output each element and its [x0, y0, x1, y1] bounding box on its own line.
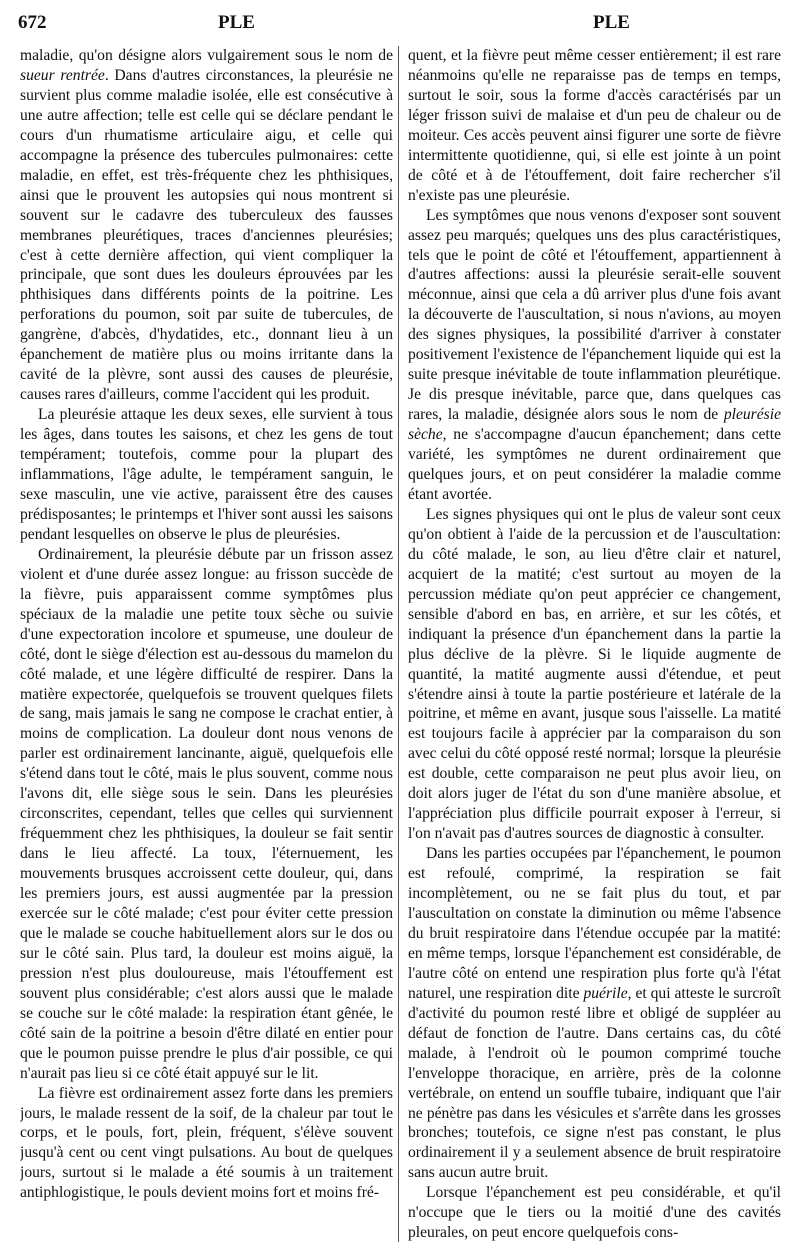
- page-header: [18, 12, 782, 38]
- paragraph: Lorsque l'épanchement est peu considérable, et qu'il n'occupe que le tiers ou la moitié d'une des cavités pleurales, on peut encore quelquefois cons-: [408, 1184, 781, 1242]
- running-head-left: PLE: [218, 12, 255, 33]
- paragraph: La pleurésie attaque les deux sexes, elle survient à tous les âges, dans toutes les saisons, et chez les gens de tout tempérament; toutefois, comme pour la plupart des inflammations, l'âge adulte, le tempérament sanguin, le sexe masculin, une vie active, paraissent être des causes prédisposantes; le printemps et l'hiver sont aussi les saisons pendant lesquelles on observe le plus de pleurésies.: [20, 406, 393, 543]
- column-divider: [398, 46, 399, 1242]
- page-number: 672: [18, 12, 47, 33]
- paragraph: quent, et la fièvre peut même cesser entièrement; il est rare néanmoins qu'elle ne reparaisse pas de temps en temps, surtout le soir, sous la forme d'accès caractérisés par un léger frisson suivi de malaise et d'un peu de chaleur ou de moiteur. Ces accès peuvent ainsi figurer une sorte de fièvre intermittente quotidienne, qui, si elle est jointe à un point de côté et à de l'étouffement, doit faire rechercher s'il n'existe pas une pleurésie.: [408, 47, 781, 204]
- paragraph: Les symptômes que nous venons d'exposer sont souvent assez peu marqués; quelques uns des plus caractéristiques, tels que le point de côté et l'étouffement, appartiennent à d'autres affections: aussi la pleurésie serait-elle souvent méconnue, ainsi que cela a dû arriver plus d'une fois avant la découverte de l'auscultation, si nous n'avions, au moyen des signes physiques, la possibilité d'arriver à constater positivement l'existence de l'épanchement liquide qui est la suite presque inévitable de toute inflammation pleurétique. Je dis presque inévitable, parce que, dans quelques cas rares, la maladie, désignée alors sous le nom de pleurésie sèche, ne s'accompagne d'aucun épanchement; dans cette variété, les symptômes ne durent ordinairement que quelques jours, et on peut considérer la maladie comme étant avortée.: [408, 206, 781, 503]
- left-column: [20, 46, 393, 1242]
- paragraph: La fièvre est ordinairement assez forte dans les premiers jours, le malade ressent de la soif, de la chaleur par tout le corps, et le pouls, fort, plein, fréquent, s'élève souvent jusqu'à cent ou cent vingt pulsations. Au bout de quelques jours, surtout si le malade a été soumis à un traitement antiphlogistique, le pouls devient moins fort et moins fré-: [20, 1084, 393, 1202]
- emphasis: pleurésie sèche: [408, 406, 781, 444]
- paragraph: Ordinairement, la pleurésie débute par un frisson assez violent et d'une durée assez longue: au frisson succède de la fièvre, puis apparaissent comme symptômes plus spéciaux de la maladie une petite toux sèche ou suivie d'une expectoration incolore et spumeuse, une douleur de côté, dont le siège d'élection est au-dessous du mamelon du côté malade, et une légère difficulté de respirer. Dans la matière expectorée, quelquefois se trouvent quelques filets de sang, mais jamais le sang ne compose le crachat entier, à moins de complication. La douleur dont nous venons de parler est ordinairement lancinante, aiguë, quelquefois elle s'étend dans tout le côté, mais le plus souvent, comme nous l'avons dit, elle siège sous le sein. Dans les pleurésies circonscrites, cependant, telles que celles qui surviennent fréquemment chez les phthisiques, la douleur se fait sentir dans le lieu affecté. La toux, l'éternuement, les mouvements brusques accroissent cette douleur, qui, dans les premiers jours, est aussi augmentée par la pression exercée sur le côté malade; c'est pour éviter cette pression que le malade se couche habituellement alors sur le dos ou sur le côté sain. Plus tard, la douleur est moins aiguë, la pression n'est plus douloureuse, mais l'étouffement est souvent plus considérable; c'est alors aussi que le malade se couche sur le côté malade: la respiration étant gênée, le côté sain de la poitrine a besoin d'être dilaté en entier pour que le poumon puisse prendre le plus d'air possible, ce qui n'aurait pas lieu si ce côté était appuyé sur le lit.: [20, 545, 393, 1082]
- running-head-right: PLE: [593, 12, 630, 33]
- emphasis: puérile: [583, 984, 628, 1002]
- emphasis: sueur rentrée: [20, 66, 105, 84]
- right-column: [408, 46, 781, 1242]
- paragraph: Les signes physiques qui ont le plus de valeur sont ceux qu'on obtient à l'aide de la percussion et de l'auscultation: du côté malade, le son, au lieu d'être clair et naturel, acquiert de la matité; c'est surtout au moyen de la percussion médiate qu'on peut apprécier ce changement, sensible d'abord en bas, en arrière, et sur les côtés, et indiquant la présence d'un épanchement dans la partie la plus déclive de la plèvre. Si le liquide augmente de quantité, la matité augmente aussi d'étendue, et peut s'étendre ainsi à toute la partie postérieure et latérale de la poitrine, et même en avant, jusque sous l'aisselle. La matité est toujours facile à apprécier par la comparaison du son avec celui du côté opposé resté normal; lorsque la pleurésie est double, cette comparaison ne peut plus avoir lieu, on doit alors juger de l'état du son d'une manière absolue, et l'appréciation plus difficile pourrait exposer à l'erreur, si l'on n'avait pas d'autres sources de diagnostic à consulter.: [408, 505, 781, 843]
- paragraph: Dans les parties occupées par l'épanchement, le poumon est refoulé, comprimé, la respiration se fait incomplètement, ou ne se fait plus du tout, et par l'auscultation on constate la diminution ou même l'absence du bruit respiratoire dans l'étendue occupée par la matité: en même temps, lorsque l'épanchement est considérable, de l'autre côté on entend une respiration plus forte qu'à l'état naturel, une respiration dite puérile, et qui atteste le surcroît d'activité du poumon resté libre et obligé de suppléer au défaut de fonction de l'autre. Dans certains cas, du côté malade, à l'endroit où le poumon comprimé touche l'enveloppe thoracique, en arrière, près de la colonne vertébrale, on entend un souffle tubaire, indiquant que l'air ne pénètre pas dans les vésicules et s'arrête dans les grosses bronches; toutefois, ce signe n'est pas constant, le plus ordinairement il y a seulement absence de bruit respiratoire sans aucun autre bruit.: [408, 845, 781, 1182]
- paragraph: maladie, qu'on désigne alors vulgairement sous le nom de sueur rentrée. Dans d'autres circonstances, la pleurésie ne survient plus comme maladie isolée, elle est consécutive à une autre affection; telle est celle qui se déclare pendant le cours d'un rhumatisme articulaire aigu, et celle qui accompagne la présence des tubercules pulmonaires: cette maladie, en effet, est très-fréquente chez les phthisiques, ainsi que le prouvent les autopsies qui nous montrent si souvent sur le cadavre des tuberculeux des fausses membranes pleurétiques, traces d'anciennes pleurésies; c'est à cette dernière affection, qui vient compliquer la principale, que sont dues les douleurs éprouvées par les phthisiques dans différents points de la poitrine. Les perforations du poumon, soit par suite de tubercules, de gangrène, d'abcès, d'hydatides, etc., donnant lieu à un épanchement de matière plus ou moins irritante dans la cavité de la plèvre, sont aussi des causes de pleurésie, causes rares d'ailleurs, comme l'accident qui les produit.: [20, 47, 393, 404]
